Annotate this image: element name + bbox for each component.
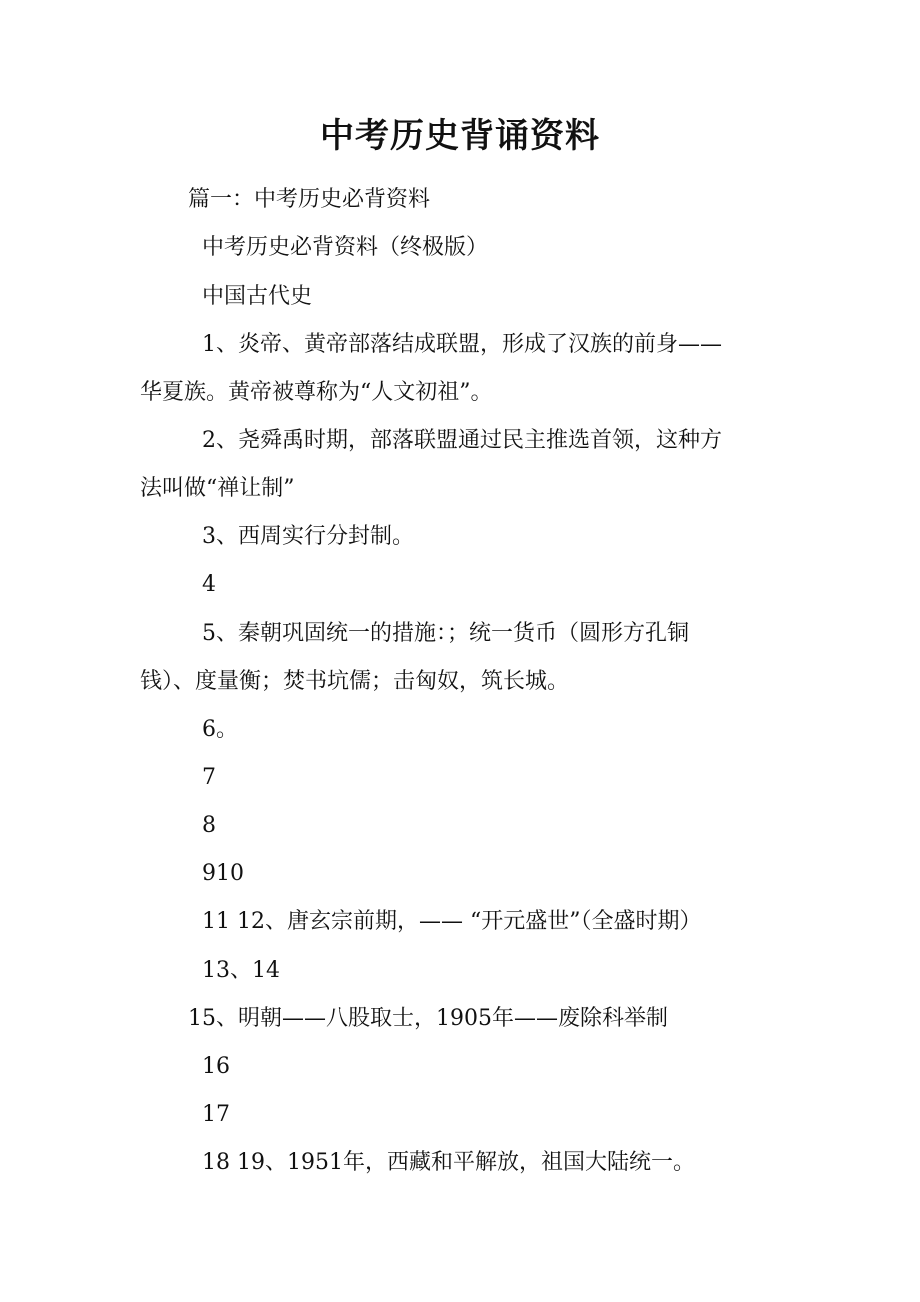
list-item-11-12: 11 12、唐玄宗前期，—— “开元盛世”（全盛时期） (202, 909, 702, 934)
list-item-4: 4 (202, 572, 216, 597)
list-item-8: 8 (202, 813, 216, 838)
list-item-1-line-2: 华夏族。黄帝被尊称为“人文初祖”。 (140, 380, 493, 405)
chapter-heading: 中国古代史 (202, 284, 313, 309)
section-heading: 篇一：中考历史必背资料 (188, 187, 431, 212)
page-title: 中考历史背诵资料 (320, 116, 600, 156)
list-item-13-14: 13、14 (202, 958, 280, 983)
list-item-3: 3、西周实行分封制。 (202, 524, 414, 549)
list-item-15: 15、明朝——八股取士，1905年——废除科举制 (188, 1006, 668, 1031)
list-item-6: 6。 (202, 717, 238, 742)
list-item-5-line-1: 5、秦朝巩固统一的措施：；统一货币（圆形方孔铜 (202, 621, 689, 646)
list-item-5-line-2: 钱）、度量衡；焚书坑儒；击匈奴，筑长城。 (140, 669, 570, 694)
list-item-7: 7 (202, 765, 216, 790)
list-item-9-10: 910 (202, 861, 244, 886)
list-item-2-line-2: 法叫做“禅让制” (140, 476, 295, 501)
list-item-1-line-1: 1、炎帝、黄帝部落结成联盟，形成了汉族的前身—— (202, 332, 722, 357)
list-item-2-line-1: 2、尧舜禹时期，部落联盟通过民主推选首领，这种方 (202, 428, 722, 453)
list-item-16: 16 (202, 1054, 230, 1079)
list-item-17: 17 (202, 1102, 230, 1127)
document-subtitle: 中考历史必背资料（终极版） (202, 235, 489, 260)
list-item-18-19: 18 19、1951年，西藏和平解放，祖国大陆统一。 (202, 1150, 695, 1175)
